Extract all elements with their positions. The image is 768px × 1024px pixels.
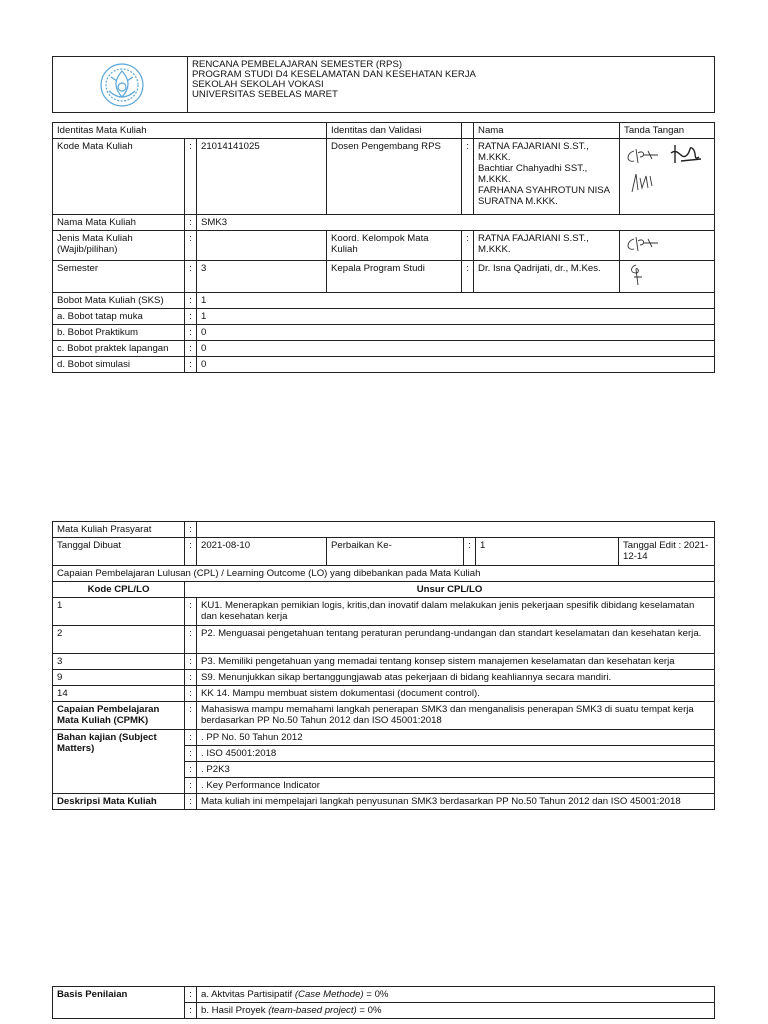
colon: : [185, 746, 197, 762]
jenis-label: Jenis Mata Kuliah (Wajib/pilihan) [53, 231, 185, 261]
bobot-label-0: Bobot Mata Kuliah (SKS) [53, 293, 185, 309]
table-row [53, 654, 715, 670]
unsur-cpl-header: Unsur CPL/LO [185, 582, 715, 598]
basis-table [52, 986, 715, 1019]
nama-label: Nama Mata Kuliah [53, 215, 185, 231]
dosen-name-3: FARHANA SYAHROTUN NISA SURATNA M.KKK. [478, 185, 610, 207]
colon: : [185, 626, 197, 654]
colon: : [185, 730, 197, 746]
prasyarat-label: Mata Kuliah Prasyarat [53, 522, 185, 538]
header-line-4: UNIVERSITAS SEBELAS MARET [192, 89, 338, 100]
perbaikan-value: 1 [476, 538, 619, 566]
header-line-2: PROGRAM STUDI D4 KESELAMATAN DAN KESEHATAN KERJA [192, 69, 476, 80]
basis-item-suffix: = 0% [356, 1005, 382, 1016]
bahan-item: . ISO 45001:2018 [197, 746, 715, 762]
header-line-1: RENCANA PEMBELAJARAN SEMESTER (RPS) [192, 59, 403, 70]
cpl-kode: 14 [53, 686, 185, 702]
colon: : [185, 309, 197, 325]
colon: : [185, 702, 197, 730]
basis-item [197, 987, 715, 1003]
bobot-value-0: 1 [197, 293, 715, 309]
table-row [53, 626, 715, 654]
colon: : [185, 778, 197, 794]
basis-item-italic: (team-based project) [268, 1005, 357, 1016]
basis-item-suffix: = 0% [363, 989, 389, 1000]
tanggal-label: Tanggal Dibuat [53, 538, 185, 566]
colon: : [185, 686, 197, 702]
colon: : [185, 1003, 197, 1019]
dosen-label: Dosen Pengembang RPS [327, 139, 462, 215]
colon: : [185, 139, 197, 215]
cpl-unsur: P2. Menguasai pengetahuan tentang peraturan perundang-undangan dan standart keselamatan dan kesehatan kerja. [197, 626, 715, 654]
signature-icon [624, 233, 664, 255]
nama-value: SMK3 [197, 215, 715, 231]
dosen-names [474, 139, 620, 215]
colon: : [185, 654, 197, 670]
tanggal-edit: Tanggal Edit : 2021-12-14 [619, 538, 715, 566]
basis-item-prefix: a. Aktvitas Partisipatif [201, 989, 295, 1000]
kaprodi-signature [620, 261, 715, 293]
cpl-table [52, 521, 715, 810]
cpmk-value: Mahasiswa mampu memahami langkah penerapan SMK3 dan menganalisis penerapan SMK3 di suatu tempat kerja berdasarkan PP No.50 Tahun 2012 dan ISO 45001:2018 [197, 702, 715, 730]
bobot-value-3: 0 [197, 341, 715, 357]
kode-cpl-header: Kode CPL/LO [53, 582, 185, 598]
colon: : [185, 670, 197, 686]
bobot-value-4: 0 [197, 357, 715, 373]
kode-label: Kode Mata Kuliah [53, 139, 185, 215]
cpl-section-title: Capaian Pembelajaran Lulusan (CPL) / Learning Outcome (LO) yang dibebankan pada Mata Kuliah [53, 566, 715, 582]
kaprodi-name: Dr. Isna Qadrijati, dr., M.Kes. [474, 261, 620, 293]
dosen-name-2: Bachtiar Chahyadhi SST., M.KKK. [478, 163, 588, 185]
identity-table [52, 122, 715, 373]
col-nama-header: Nama [474, 123, 620, 139]
koord-signature [620, 231, 715, 261]
bahan-item: . Key Performance Indicator [197, 778, 715, 794]
colon: : [185, 522, 197, 538]
bobot-value-1: 1 [197, 309, 715, 325]
colon: : [185, 598, 197, 626]
semester-value: 3 [197, 261, 327, 293]
basis-item [197, 1003, 715, 1019]
colon: : [185, 341, 197, 357]
colon: : [185, 261, 197, 293]
cpl-kode: 9 [53, 670, 185, 686]
signature-icon [624, 263, 654, 287]
bahan-label: Bahan kajian (Subject Matters) [53, 730, 185, 794]
table-row [53, 598, 715, 626]
col-identitas-header: Identitas Mata Kuliah [53, 123, 327, 139]
colon: : [185, 325, 197, 341]
cpl-unsur: P3. Memiliki pengetahuan yang memadai tentang konsep sistem manajemen keselamatan dan kesehatan kerja [197, 654, 715, 670]
dosen-signatures [620, 139, 715, 215]
table-row [53, 670, 715, 686]
basis-label: Basis Penilaian [53, 987, 185, 1019]
signature-icon [624, 170, 664, 194]
cpl-unsur: KU1. Menerapkan pemikian logis, kritis,dan inovatif dalam melakukan jenis pekerjaan spesifik dibidang keselamatan dan kesehatan kerja [197, 598, 715, 626]
header-line-3: SEKOLAH SEKOLAH VOKASI [192, 79, 324, 90]
bobot-label-1: a. Bobot tatap muka [53, 309, 185, 325]
colon: : [462, 231, 474, 261]
signature-icon [667, 141, 707, 167]
colon: : [185, 794, 197, 810]
deskripsi-label: Deskripsi Mata Kuliah [53, 794, 185, 810]
colon: : [462, 261, 474, 293]
jenis-value [197, 231, 327, 261]
colon: : [185, 538, 197, 566]
bobot-label-3: c. Bobot praktek lapangan [53, 341, 185, 357]
colon: : [185, 231, 197, 261]
bobot-label-4: d. Bobot simulasi [53, 357, 185, 373]
logo-cell [53, 57, 188, 113]
university-logo-icon [97, 61, 147, 109]
cpl-kode: 2 [53, 626, 185, 654]
signature-icon [624, 145, 664, 167]
kode-value: 21014141025 [197, 139, 327, 215]
colon: : [462, 139, 474, 215]
cpl-unsur: S9. Menunjukkan sikap bertanggungjawab atas pekerjaan di bidang keahliannya secara mandiri. [197, 670, 715, 686]
koord-label: Koord. Kelompok Mata Kuliah [327, 231, 462, 261]
dosen-name-1: RATNA FAJARIANI S.ST., M.KKK. [478, 141, 589, 163]
colon: : [464, 538, 476, 566]
cpmk-label: Capaian Pembelajaran Mata Kuliah (CPMK) [53, 702, 185, 730]
basis-item-italic: (Case Methode) [294, 989, 364, 1000]
koord-name: RATNA FAJARIANI S.ST., M.KKK. [474, 231, 620, 261]
colon: : [185, 987, 197, 1003]
perbaikan-label: Perbaikan Ke- [327, 538, 464, 566]
colon: : [185, 215, 197, 231]
colon: : [185, 293, 197, 309]
bobot-label-2: b. Bobot Praktikum [53, 325, 185, 341]
table-row [53, 686, 715, 702]
col-validasi-header: Identitas dan Validasi [327, 123, 462, 139]
semester-label: Semester [53, 261, 185, 293]
cpl-kode: 3 [53, 654, 185, 670]
bahan-item: . PP No. 50 Tahun 2012 [197, 730, 715, 746]
kaprodi-label: Kepala Program Studi [327, 261, 462, 293]
bahan-item: . P2K3 [197, 762, 715, 778]
col-ttd-header: Tanda Tangan [620, 123, 715, 139]
cpl-kode: 1 [53, 598, 185, 626]
colon: : [185, 357, 197, 373]
cpl-unsur: KK 14. Mampu membuat sistem dokumentasi (document control). [197, 686, 715, 702]
header-title [188, 57, 715, 113]
prasyarat-value [197, 522, 715, 538]
deskripsi-value: Mata kuliah ini mempelajari langkah penyusunan SMK3 berdasarkan PP No.50 Tahun 2012 dan ISO 45001:2018 [197, 794, 715, 810]
colon: : [185, 762, 197, 778]
bobot-value-2: 0 [197, 325, 715, 341]
header-table [52, 56, 715, 113]
tanggal-value: 2021-08-10 [197, 538, 327, 566]
basis-item-prefix: b. Hasil Proyek [201, 1005, 269, 1016]
